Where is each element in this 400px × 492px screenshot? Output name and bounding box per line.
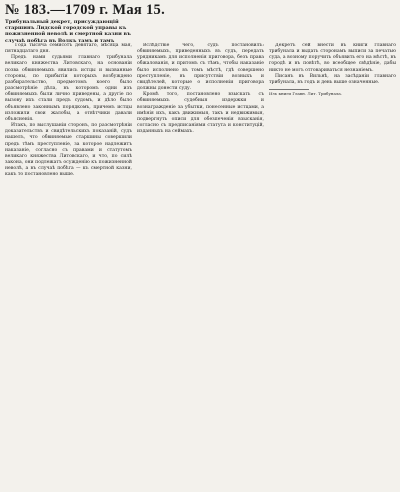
paragraph: Писанъ въ Вильнѣ, на засѣданіи главнаго трибунала, въ годъ и день выше означенные. [269,73,396,85]
paragraph: Вслѣдствіе чего, судъ постановилъ: обвиняемыхъ, приведенныхъ въ судъ, передать урядникамъ для исполненія приговора, безъ права обжалованія, и притомъ съ тѣмъ, чтобы наказаніе было исполнено въ томъ мѣстѣ, гдѣ совершено преступленіе, въ присутствіи возныхъ и свидѣтелей, которые о исполненіи приговора должны донести суду. [137,43,264,92]
paragraph: Года тысяча семисотъ девятаго, мѣсяца мая, пятнадцатаго дня. [5,43,132,55]
column-3 [269,43,396,490]
paragraph: Предъ нами судьями главнаго трибунала великаго княжества Литовскаго, на основаніи позва обвиняемыхъ явились истцы и вызванные стороны, по прибытіи которыхъ возбуждено разбирательство, предметомъ коего было разсмотрѣніе дѣла, въ которомъ одни изъ обвиняемыхъ были лично приведены, а другіе по вызову ихъ стали предъ судомъ, и дѣло было объявлено законнымъ порядкомъ, причемъ истцы изложили свои жалобы, а отвѣтчики давали объясненія. [5,55,132,122]
paragraph: Кромѣ того, постановлено взыскать съ обвиняемыхъ судебныя издержки и вознагражденіе за убытки, понесенные истцами, а имѣнія ихъ, какъ движимыя, такъ и недвижимыя, подвергнуть описи для обезпеченія взысканія, согласно съ предписаніями статута и конституцій, изданныхъ на сеймахъ. [137,92,264,135]
document-title: Трибунальный декрет, присуждающій старшинъ Лидской городской управы къ пожизненной неволѣ и смертной казни въ случаѣ побѣга въ Волкъ тамъ и тамъ [5,19,131,44]
document-number: № 183.—1709 г. Мая 15. [5,2,166,18]
paragraph: Декретъ сей внести въ книги главнаго трибунала и выдать сторонамъ выписи за печатью суда, а возному поручить объявить его на мѣстѣ, въ городѣ и въ повѣтѣ, во всеобщее свѣдѣніе, дабы никто не могъ отговариваться незнаніемъ. [269,43,396,73]
footnote-divider [269,89,309,90]
column-2 [137,43,264,490]
paragraph: Итакъ, по выслушаніи сторонъ, по разсмотрѣніи доказательствъ и свидѣтельскихъ показаній, судъ нашелъ, что обвиняемые старшины совершили предъ тѣмъ преступленіе, за которое надлежитъ наказаніе, согласно съ правами и статутомъ великаго княжества Литовскаго, и что, по силѣ закона, они подлежатъ осужденію къ пожизненной неволѣ, а въ случаѣ побѣга — къ смертной казни, какъ то постановлено выше. [5,123,132,178]
footnote: Изъ книги Главн. Лит. Трибунала. [269,91,343,97]
text-columns [5,43,396,490]
column-1 [5,43,132,490]
